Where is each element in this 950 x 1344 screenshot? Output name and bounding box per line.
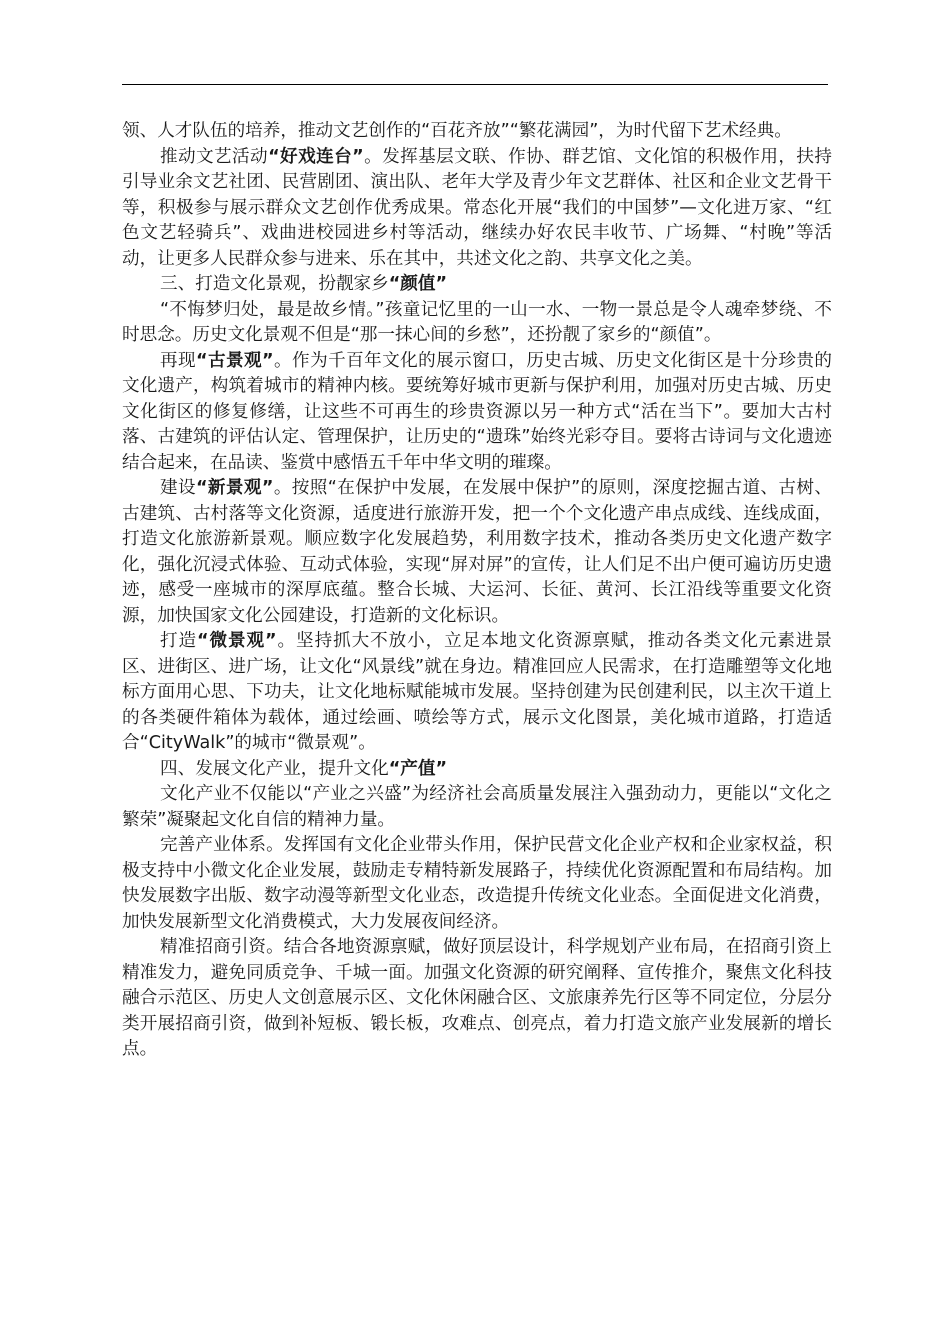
section-heading: 三、打造文化景观，扮靓家乡“颜值” [160, 274, 448, 294]
section-heading: 四、发展文化产业，提升文化“产值” [160, 758, 448, 779]
paragraph: “不悔梦归处，最是故乡情。”孩童记忆里的一山一水、一物一景总是令人魂牵梦绕、不时思念。历史文化景观不但是“那一抹心间的乡愁”，还扮靓了家乡的“颜值”。 [122, 299, 832, 345]
paragraph: 打造“微景观”。坚持抓大不放小，立足本地文化资源禀赋，推动各类文化元素进景区、进街区、进广场，让文化“风景线”就在身边。精准回应人民需求，在打造雕塑等文化地标方面用心思、下功夫，让文化地标赋能城市发展。坚持创建为民创建利民，以主次干道上的各类硬件箱体为载体，通过绘画、喷绘等方式，展示文化图景，美化城市道路，打造适合“CityWalk”的城市“微景观”。 [122, 631, 832, 753]
paragraph: 完善产业体系。发挥国有文化企业带头作用，保护民营文化企业产权和企业家权益，积极支持中小微文化企业发展，鼓励走专精特新发展路子，持续优化资源配置和布局结构。加快发展数字出版、数字动漫等新型文化业态，改造提升传统文化业态。全面促进文化消费，加快发展新型文化消费模式，大力发展夜间经济。 [122, 835, 832, 932]
paragraph: 文化产业不仅能以“产业之兴盛”为经济社会高质量发展注入强劲动力，更能以“文化之繁荣”凝聚起文化自信的精神力量。 [122, 784, 832, 830]
paragraph: 领、人才队伍的培养，推动文艺创作的“百花齐放”“繁花满园”，为时代留下艺术经典。 [122, 121, 792, 141]
paragraph: 精准招商引资。结合各地资源禀赋，做好顶层设计，科学规划产业布局，在招商引资上精准发力，避免同质竞争、千城一面。加强文化资源的研究阐释、宣传推介，聚焦文化科技融合示范区、历史人文创意展示区、文化休闲融合区、文旅康养先行区等不同定位，分层分类开展招商引资，做到补短板、锻长板，攻难点、创亮点，着力打造文旅产业发展新的增长点。 [122, 937, 832, 1059]
body-text [122, 119, 832, 1063]
paragraph: 推动文艺活动“好戏连台”。发挥基层文联、作协、群艺馆、文化馆的积极作用，扶持引导业余文艺社团、民营剧团、演出队、老年大学及青少年文艺群体、社区和企业文艺骨干等，积极参与展示群众文艺创作优秀成果。常态化开展“我们的中国梦”—文化进万家、“红色文艺轻骑兵”、戏曲进校园进乡村等活动，继续办好农民丰收节、广场舞、“村晚”等活动，让更多人民群众参与进来、乐在其中，共述文化之韵、共享文化之美。 [122, 146, 832, 269]
header-rule [122, 84, 828, 85]
paragraph: 建设“新景观”。按照“在保护中发展，在发展中保护”的原则，深度挖掘古道、古树、古建筑、古村落等文化资源，适度进行旅游开发，把一个个文化遗产串点成线、连线成面，打造文化旅游新景观。顺应数字化发展趋势，利用数字技术，推动各类历史文化遗产数字化，强化沉浸式体验、互动式体验，实现“屏对屏”的宣传，让人们足不出户便可遍访历史遗迹，感受一座城市的深厚底蕴。整合长城、大运河、长征、黄河、长江沿线等重要文化资源，加快国家文化公园建设，打造新的文化标识。 [122, 478, 832, 626]
paragraph: 再现“古景观”。作为千百年文化的展示窗口，历史古城、历史文化街区是十分珍贵的文化遗产，构筑着城市的精神内核。要统筹好城市更新与保护利用，加强对历史古城、历史文化街区的修复修缮，让这些不可再生的珍贵资源以另一种方式“活在当下”。要加大古村落、古建筑的评估认定、管理保护，让历史的“遗珠”始终光彩夺目。要将古诗词与文化遗迹结合起来，在品读、鉴赏中感悟五千年中华文明的璀璨。 [122, 350, 832, 473]
